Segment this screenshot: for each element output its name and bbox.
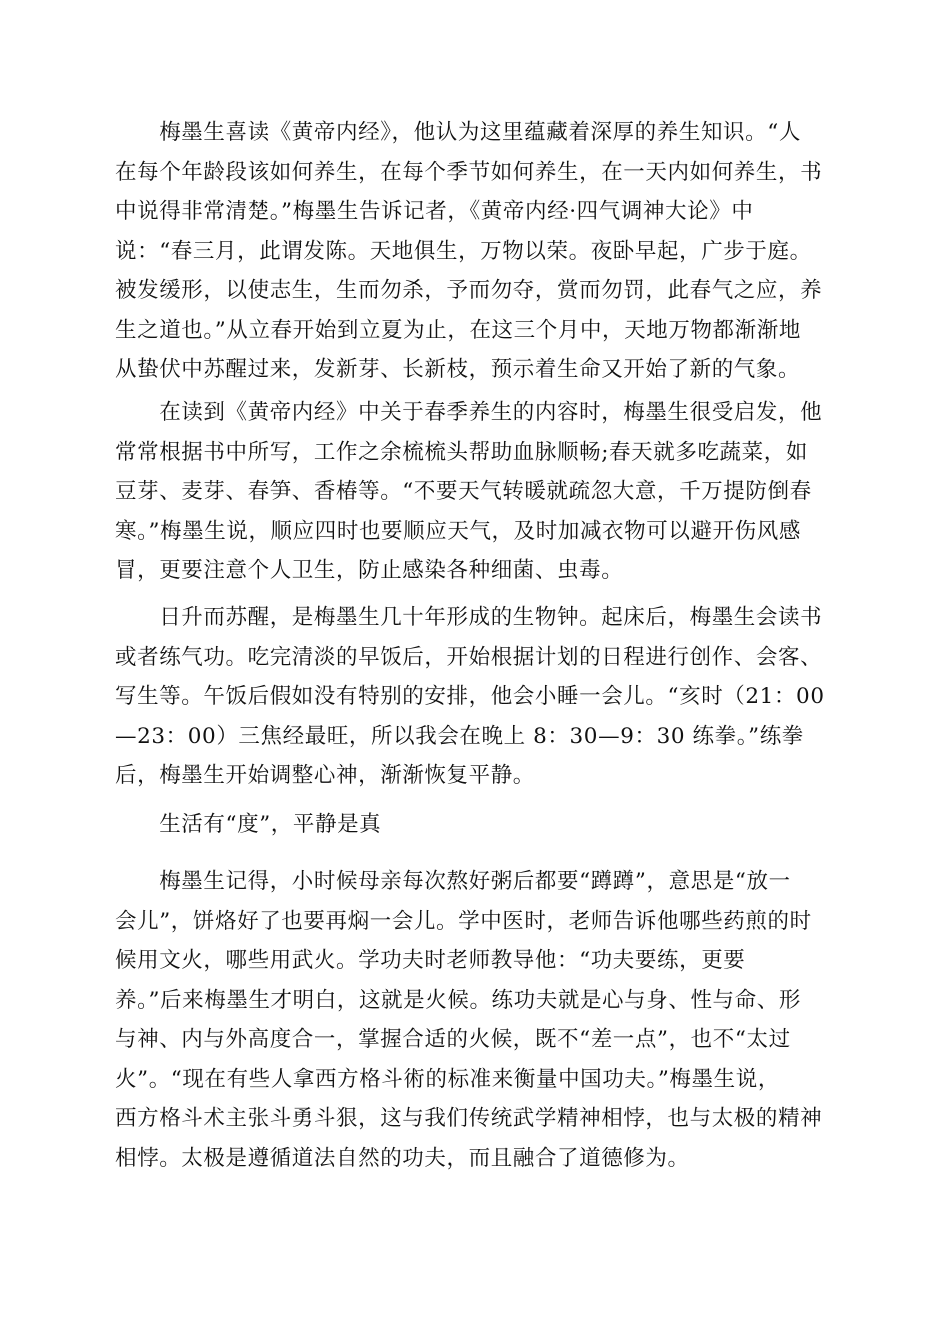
text-line: 在每个年龄段该如何养生，在每个季节如何养生，在一天内如何养生，书 (115, 159, 823, 185)
text-line: 后，梅墨生开始调整心神，渐渐恢复平静。 (115, 763, 535, 788)
text-line: 冒，更要注意个人卫生，防止感染各种细菌、虫毒。 (115, 558, 624, 583)
text-line: 会儿”，饼烙好了也要再焖一会儿。学中医时，老师告诉他哪些药煎的时 (115, 908, 812, 934)
text-line: 豆芽、麦芽、春笋、香椿等。“不要天气转暖就疏忽大意，千万提防倒春 (115, 479, 812, 504)
text-line: 与神、内与外高度合一，掌握合适的火候，既不“差一点”，也不“太过 (115, 1027, 791, 1052)
text-line: 候用文火，哪些用武火。学功夫时老师教导他：“功夫要练，更要 (115, 948, 746, 973)
text-line: 火”。“现在有些人拿西方格斗術的标准来衡量中国功夫。”梅墨生说， (115, 1066, 780, 1092)
text-line: 生之道也。”从立春开始到立夏为止，在这三个月中，天地万物都渐渐地 (115, 317, 801, 343)
text-line: 日升而苏醒，是梅墨生几十年形成的生物钟。起床后，梅墨生会读书 (115, 605, 823, 630)
text-line: 写生等。午饭后假如没有特别的安排，他会小睡一会儿。“亥时（21：00 (115, 684, 825, 709)
text-line: 从蛰伏中苏醒过来，发新芽、长新枝，预示着生命又开始了新的气象。 (115, 357, 801, 382)
text-line: 被发缓形，以使志生，生而勿杀，予而勿夺，赏而勿罚，此春气之应，养 (115, 278, 823, 303)
text-line: 西方格斗术主张斗勇斗狠，这与我们传统武学精神相悖，也与太极的精神 (115, 1106, 823, 1131)
text-line: 养。”后来梅墨生才明白，这就是火候。练功夫就是心与身、性与命、形 (115, 987, 801, 1013)
text-line: 常常根据书中所写，工作之余梳梳头帮助血脉顺畅;春天就多吃蔬菜，如 (115, 439, 808, 465)
text-line: 说：“春三月，此谓发陈。天地俱生，万物以荣。夜卧早起，广步于庭。 (115, 238, 812, 264)
text-line: 寒。”梅墨生说，顺应四时也要顺应天气，及时加减衣物可以避开伤风感 (115, 518, 801, 544)
text-line: 中说得非常清楚。”梅墨生告诉记者，《黄帝内经·四气调神大论》中 (115, 199, 754, 224)
paragraph-4 (115, 862, 830, 1178)
text-line: 相悖。太极是遵循道法自然的功夫，而且融合了道德修为。 (115, 1145, 690, 1171)
text-line: 在读到《黄帝内经》中关于春季养生的内容时，梅墨生很受启发，他 (115, 400, 823, 425)
paragraph-3 (115, 598, 830, 796)
text-line: —23：00）三焦经最旺，所以我会在晚上 8：30—9：30 练拳。”练拳 (115, 723, 804, 749)
text-line: 或者练气功。吃完清淡的早饭后，开始根据计划的日程进行创作、会客、 (115, 644, 823, 670)
paragraph-2 (115, 393, 830, 591)
section-heading-text: 生活有“度”，平静是真 (115, 812, 382, 837)
paragraph-1 (115, 113, 830, 390)
section-heading (115, 805, 830, 845)
text-line: 梅墨生喜读《黄帝内经》，他认为这里蕴藏着深厚的养生知识。“人 (115, 120, 801, 145)
text-line: 梅墨生记得，小时候母亲每次熬好粥后都要“蹲蹲”，意思是“放一 (115, 869, 791, 894)
